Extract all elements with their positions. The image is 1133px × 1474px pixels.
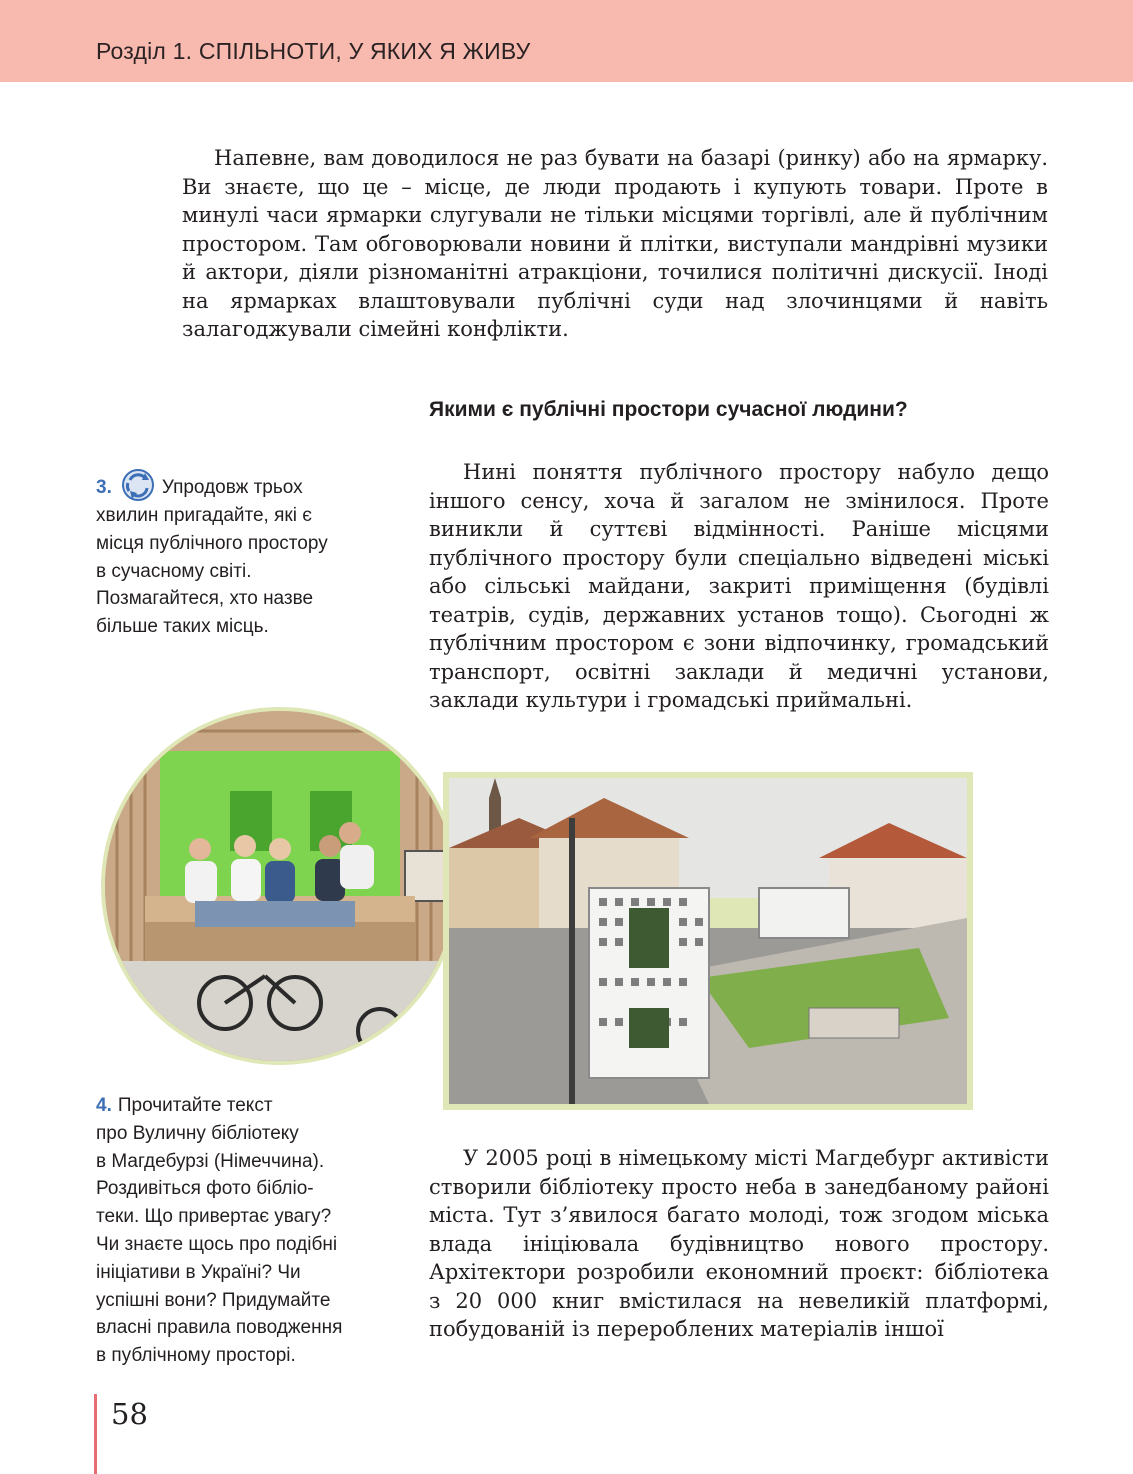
section-heading: Якими є публічні простори сучасної людини? [429, 398, 908, 421]
task-3: 3. Упродовж трьох хвилин пригадайте, які є місця публічного простору в сучасному світі. Позмагайтеся, хто назве більше таких місць. [96, 468, 396, 641]
youth-reading-photo [101, 707, 459, 1065]
task-4-number: 4. [96, 1095, 112, 1116]
page-header [0, 0, 1133, 82]
task-4: 4. Прочитайте текст про Вуличну бібліотеку в Магдебурзі (Німеччина). Роздивіться фото бібліо- теки. Що привертає увагу? Чи знаєте щось про подібні ініціативи в Україні? Чи успішні вони? Придумайте власні правила поводження в публічному просторі. [96, 1095, 343, 1367]
page-margin-bar [94, 1394, 97, 1474]
task-3-number: 3. [96, 477, 112, 498]
magdeburg-library-photo [443, 772, 973, 1110]
cycle-arrows-icon [118, 468, 158, 502]
modern-spaces-paragraph: Нині поняття публічного простору набуло дещо іншого сенсу, хоча й загалом не змінилося. Проте виникли й суттєві відмінності. Раніше місцями публічного простору були спеціально відведені міські або сільські майдани, закриті приміщення (будівлі театрів, судів, державних установ тощо). Сьогодні ж публічним простором є зони відпочинку, громадський транспорт, освітні заклади й медичні установи, заклади культури і громадські приймальні. [429, 460, 1049, 712]
library-paragraph: У 2005 році в німецькому місті Магдебург активісти створили бібліотеку просто неба в занедбаному районі міста. Тут з’явилося багато молоді, тож згодом міська влада ініціювала будівництво нового простору. Архітектори розробили економний проєкт: бібліотека з 20 000 книг вмістилася на невеликій платформі, побудованій із перероблених матеріалів іншої [429, 1146, 1050, 1341]
chapter-title: Розділ 1. СПІЛЬНОТИ, У ЯКИХ Я ЖИВУ [96, 38, 531, 64]
intro-paragraph: Напевне, вам доводилося не раз бувати на базарі (ринку) або на ярмарку. Ви знаєте, що це – місце, де люди продають і купують товари. Проте в минулі часи ярмарки слугували не тільки місцями торгівлі, але й публічним простором. Там обговорювали новини й плітки, виступали мандрівні музики й актори, діяли різноманітні атракціони, точилися політичні дискусії. Іноді на ярмарках влаштовували публічні суди над злочинцями й навіть залагоджували сімейні конфлікти. [182, 146, 1048, 341]
page-number: 58 [111, 1397, 148, 1431]
